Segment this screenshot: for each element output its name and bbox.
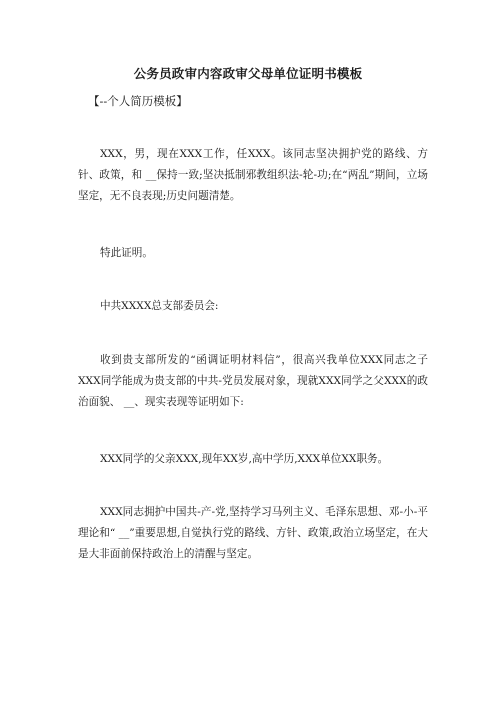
paragraph-certification-body: XXX，男，现在XXX工作，任XXX。该同志坚决拥护党的路线、方针、政策，和 __保持一致;坚决抵制邪教组织法-轮-功;在“两乱”期间，立场坚定，无不良表现;历史问题清楚。 (78, 148, 428, 202)
paragraph-hereby-certify: 特此证明。 (100, 247, 153, 259)
paragraph-father-info: XXX同学的父亲XXX,现年XX岁,高中学历,XXX单位XX职务。 (100, 453, 389, 465)
document-subtitle: 【--个人简历模板】 (88, 94, 188, 108)
paragraph-reply-intro: 收到贵支部所发的“函调证明材料信”，很高兴我单位XXX同志之子XXX同学能成为贵支部的中共-党员发展对象，现就XXX同学之父XXX的政治面貌、 __、现实表现等证明如下: (78, 354, 428, 408)
paragraph-political-stance: XXX同志拥护中国共-产-党,坚持学习马列主义、毛泽东思想、邓-小-平理论和“ __”重要思想,自觉执行党的路线、方针、政策,政治立场坚定，在大是大非面前保持政治上的清醒与坚定。 (78, 506, 428, 560)
paragraph-salutation: 中共XXXX总支部委员会: (100, 300, 219, 312)
document-title: 公务员政审内容政审父母单位证明书模板 (133, 66, 363, 81)
